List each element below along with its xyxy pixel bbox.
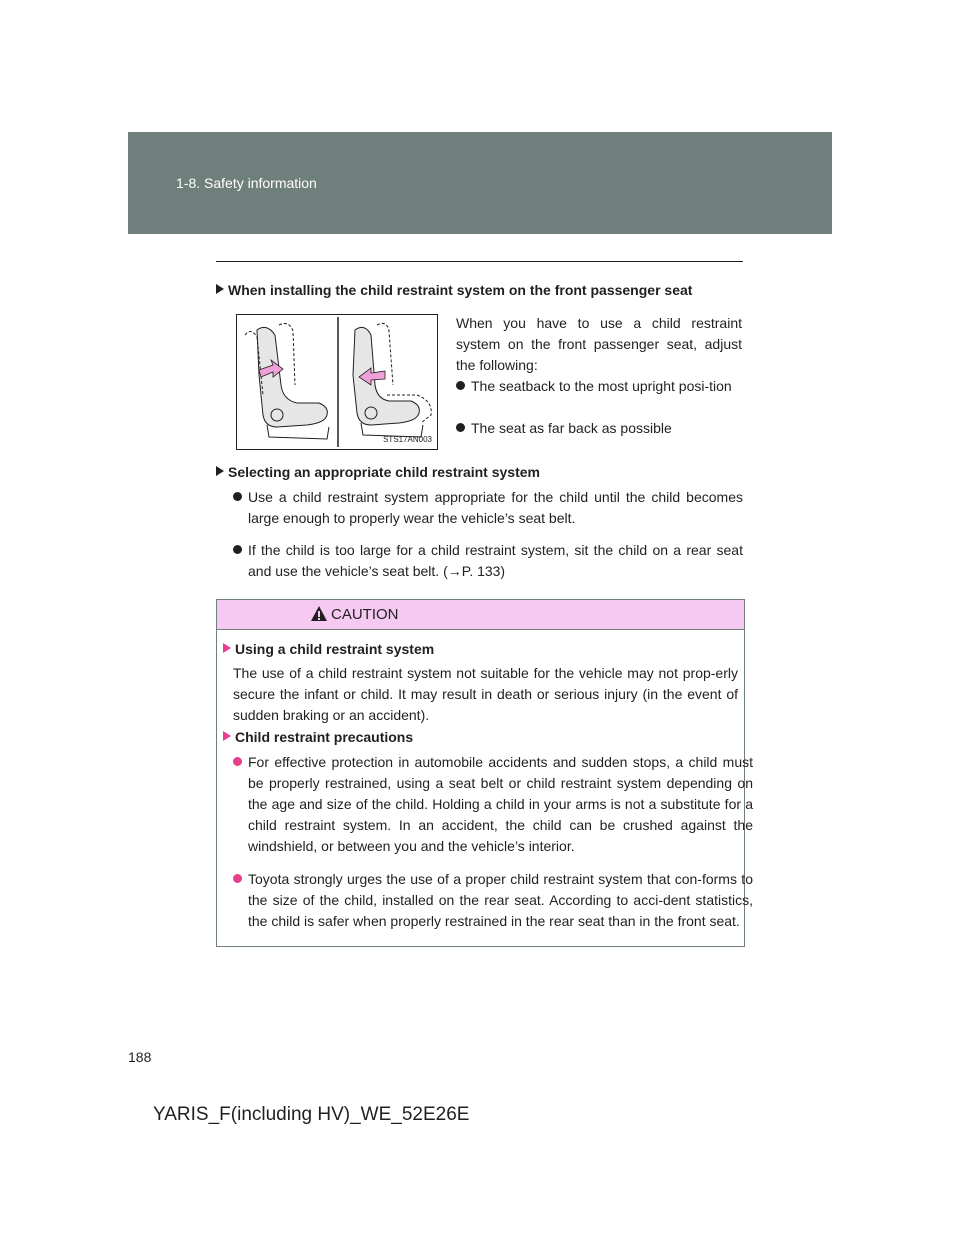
caution-header (217, 600, 744, 630)
page-number: 188 (128, 1049, 152, 1065)
list-item: The seat as far back as possible (456, 418, 742, 439)
list-item: Toyota strongly urges the use of a proper child restraint system that con-forms to the size of the child, installed on the rear seat. According to acci-dent statistics, the child is safer when properly restrained in the rear seat than in the front seat. (233, 869, 753, 932)
caution-text-1: The use of a child restraint system not suitable for the vehicle may not prop-erly secure the infant or child. It may result in death or serious injury (in the event of sudden braking or an accident). (233, 665, 738, 723)
figure-code: STS17AN003 (383, 435, 432, 444)
bullet-icon (456, 423, 465, 432)
bullet-icon (456, 381, 465, 390)
list-item: For effective protection in automobile accidents and sudden stops, a child must be properly restrained, using a seat belt or child restraint system depending on the age and size of the child. Holding a child in your arms is not a substitute for a child restraint system. In an accident, the child can be crushed against the windshield, or between you and the vehicle’s interior. (233, 752, 753, 857)
caution-heading-2: Child restraint precautions (223, 727, 738, 747)
list-item: Use a child restraint system appropriate for the child until the child becomes large enough to properly wear the vehicle’s seat belt. (233, 487, 743, 529)
front-seat-intro: When you have to use a child restraint system on the front passenger seat, adjust the following: (456, 315, 742, 373)
list-item: If the child is too large for a child restraint system, sit the child on a rear seat and use the vehicle’s seat belt. (→P. 133) (233, 540, 743, 582)
list-item: The seatback to the most upright posi-tion (456, 376, 742, 397)
selecting-heading: Selecting an appropriate child restraint system (216, 462, 743, 482)
bullet-icon (233, 757, 242, 766)
caution-box (216, 599, 753, 947)
bullet-icon (233, 874, 242, 883)
top-rule (216, 261, 743, 262)
header-band (128, 132, 832, 234)
section-label: 1-8. Safety information (176, 175, 317, 191)
bullet-icon (233, 492, 242, 501)
caution-title: CAUTION (331, 606, 399, 623)
front-seat-heading: When installing the child restraint system on the front passenger seat (216, 280, 743, 300)
square-bullet-icon (223, 731, 231, 741)
warning-icon (310, 605, 328, 622)
square-bullet-icon (216, 284, 224, 294)
caution-heading-1: Using a child restraint system (223, 639, 738, 659)
seat-adjustment-figure (236, 314, 438, 450)
square-bullet-icon (216, 466, 224, 476)
square-bullet-icon (223, 643, 231, 653)
document-id: YARIS_F(including HV)_WE_52E26E (153, 1104, 470, 1125)
bullet-icon (233, 545, 242, 554)
seat-illustration (237, 315, 437, 449)
